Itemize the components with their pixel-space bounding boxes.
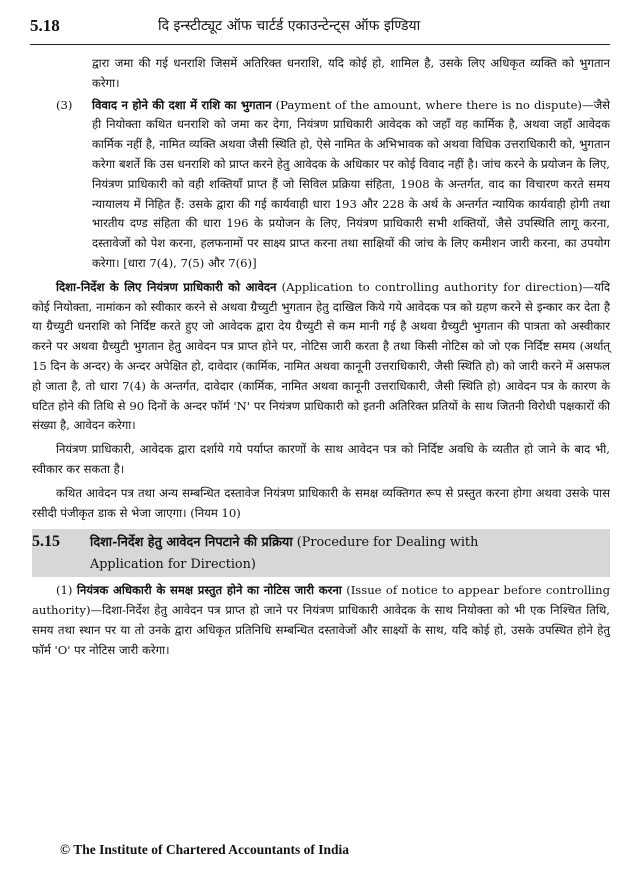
- section-number: 5.15: [32, 533, 60, 551]
- direction-paragraph: [32, 278, 610, 436]
- direction-heading-en: (Application to controlling authority for direction): [281, 279, 583, 294]
- intro-paragraph: द्वारा जमा की गई धनराशि जिसमें अतिरिक्त धनराशि, यदि कोई हो, शामिल है, उसके लिए अधिकृत व्यक्ति को भुगतान करेगा।: [92, 56, 610, 90]
- page-header: [30, 14, 610, 42]
- section-heading-en-1: (Procedure for Dealing with: [296, 535, 479, 551]
- item-3-text: —जैसे ही नियोक्ता कथित धनराशि को जमा कर देगा, नियंत्रण प्राधिकारी आवेदक को जहाँ वह कार्मिक है, अथवा जहाँ आवेदक कार्मिक नहीं है, नामित व्यक्ति अथवा जैसी स्थिति हो, ऐसे नामित के अभिभावक को अथवा विधिक उत्तराधिकारी को, भुगतान करेगा बशर्ते कि उस धनराशि को प्राप्त करने हेतु आवेदक के अधिकार पर कोई विवाद नहीं है। जांच करने के प्रयोजन के लिए, नियंत्रण प्राधिकारी को वही शक्तियाँ प्राप्त हैं जो सिविल प्रक्रिया संहिता, 1908 के अन्तर्गत, वाद का विचारण करते समय न्यायालय में निहित हैं: उसके द्वारा की गई कार्यवाही धारा 193 और 228 के अर्थ के अन्तर्गत न्यायिक कार्यवाही होगी तथा भारतीय दण्ड संहिता की धारा 196 के प्रयोजन के लिए, नियंत्रण प्राधिकारी सभी शक्तियों, जैसे उपस्थिति लागू करना, दस्तावेजों को पेश करना, हलफनामों पर साक्ष्य प्राप्त करना तथा साक्षियों की जांच के लिए कमीशन जारी करना, का उपयोग करेगा। [धारा 7(4), 7(5) और 7(6)]: [92, 97, 611, 270]
- item-3-heading-en: (Payment of the amount, where there is no dispute): [275, 97, 582, 112]
- header-title: दि इन्स्टीट्यूट ऑफ चार्टर्ड एकाउन्टेन्ट्स ऑफ इण्डिया: [158, 18, 421, 34]
- item-3-number: (3): [56, 97, 73, 112]
- header-rule: [30, 44, 610, 45]
- page-footer: © The Institute of Chartered Accountants of India: [60, 842, 349, 857]
- item-3-paragraph: [32, 96, 610, 274]
- direction-heading: दिशा-निर्देश के लिए नियंत्रण प्राधिकारी को आवेदन: [56, 279, 277, 294]
- direction-text: —यदि कोई नियोक्ता, नामांकन को स्वीकार करने से अथवा ग्रैच्युटी भुगतान हेतु दाखिल किये गये आवेदक पत्र को ग्रहण करने से इन्कार कर देता है या ग्रैच्युटी धनराशि को निर्दिष्ट करते हुए जो आवेदक द्वारा देय ग्रैच्युटी से कम मानी गई है अथवा ग्रैच्युटी भुगतान की पात्रता को अस्वीकार करने पर अथवा ग्रैच्युटी भुगतान हेतु आवेदन पत्र प्राप्त होने पर, नोटिस जारी करता है तथा किसी नोटिस को जो एक निर्दिष्ट समय (अर्थात् 15 दिन के अन्दर) के अन्दर अपेक्षित हो, दावेदार (कार्मिक, नामित अथवा कानूनी उत्तराधिकारी, जैसी स्थिति हो) को जारी करने में असफल हो जाता है, तो धारा 7(4) के अन्तर्गत, दावेदार (कार्मिक, नामित अथवा कानूनी उत्तराधिकारी, जैसी स्थिति हो) आवेदन पत्र के कारण के घटित होने की तिथि से 90 दिनों के अन्दर फॉर्म 'N' पर नियंत्रण प्राधिकारी को इतनी अतिरिक्त प्रतियों के साथ जितनी विरोधी पक्षकारों की संख्या है, आवेदन करेगा।: [32, 279, 610, 433]
- section-heading-block: [32, 529, 610, 577]
- submission-paragraph: कथित आवेदन पत्र तथा अन्य सम्बन्धित दस्तावेज नियंत्रण प्राधिकारी के समक्ष व्यक्तिगत रूप से प्रस्तुत करना होगा अथवा उसके पास रसीदी पंजीकृत डाक से भेजा जाएगा। (नियम 10): [32, 485, 610, 520]
- authority-paragraph: नियंत्रण प्राधिकारी, आवेदक द्वारा दर्शाये गये पर्याप्त कारणों के साथ आवेदन पत्र को निर्दिष्ट अवधि के व्यतीत हो जाने के बाद भी, स्वीकार कर सकता है।: [32, 442, 610, 476]
- item-1-heading-en: (Issue of notice to appear before controlling authority): [32, 583, 610, 618]
- page-number: 5.18: [30, 16, 60, 35]
- item-1-paragraph: [32, 581, 610, 660]
- item-3-heading: विवाद न होने की दशा में राशि का भुगतान: [92, 97, 272, 112]
- page-content: [32, 54, 610, 661]
- item-1-heading: नियंत्रक अधिकारी के समक्ष प्रस्तुत होने का नोटिस जारी करना: [76, 583, 342, 598]
- item-1-number: (1): [56, 583, 73, 598]
- section-heading-en-2: Application for Direction): [90, 557, 256, 573]
- section-heading: दिशा-निर्देश हेतु आवेदन निपटाने की प्रक्रिया: [90, 535, 293, 551]
- item-1-text: —दिशा-निर्देश हेतु आवेदन पत्र प्राप्त हो जाने पर नियंत्रण प्राधिकारी आवेदक के साथ नियोक्ता को भी एक निश्चित तिथि, समय तथा स्थान पर या तो उनके द्वारा अधिकृत प्रतिनिधि सम्बन्धित दस्तावेजों और साक्ष्यों के साथ, यदि कोई हो, उसके उपस्थित होने हेतु फॉर्म 'O' पर नोटिस जारी करेगा।: [32, 603, 610, 657]
